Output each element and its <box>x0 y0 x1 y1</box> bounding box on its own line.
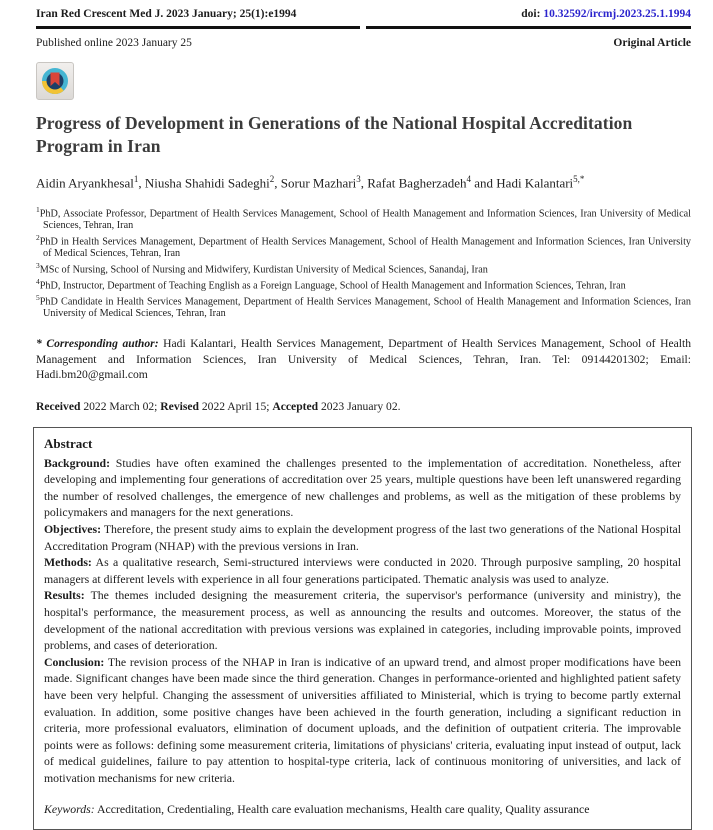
affiliation-superscript: 3 <box>36 260 40 270</box>
author-superscript: 2 <box>269 173 275 184</box>
affiliation-superscript: 2 <box>36 232 40 242</box>
author-name: Sorur Mazhari <box>280 174 357 190</box>
corresponding-label: * Corresponding author: <box>36 337 159 351</box>
affiliations-list <box>36 204 691 320</box>
revised-label: Revised <box>160 399 199 413</box>
doi-label: doi: <box>521 8 544 20</box>
author-superscript: 3 <box>356 173 361 184</box>
published-row <box>36 37 691 49</box>
accepted-label: Accepted <box>272 399 319 413</box>
affiliation-item <box>36 232 691 260</box>
affiliation-text: PhD Candidate in Health Services Management, Department of Health Services Management, School of Health Management and Information Sciences, Iran University of Medical Sciences, Tehran, Iran <box>39 296 691 320</box>
author-separator: , <box>360 174 368 190</box>
journal-ref: Iran Red Crescent Med J. 2023 January; 25(1):e1994 <box>36 8 297 20</box>
authors-line <box>36 174 691 191</box>
affiliation-superscript: 5 <box>36 293 40 303</box>
section-label: Results: <box>44 588 85 603</box>
article-type-badge: Original Article <box>613 37 691 49</box>
section-text: Therefore, the present study aims to explain the development progress of the last two generations of the National Hospital Accreditation Program (NHAP) with the previous versions in Iran. <box>44 522 681 553</box>
section-text: The revision process of the NHAP in Iran is indicative of an upward trend, and almost proper modifications have been made. Significant changes have been made since the third generation. Changes in performance-oriented and highlighted patient safety have been very helpful. Changing the assessment of universities affiliated to Ministerial, which is trying to become partly external evaluation. In addition, some positive changes have been achieved in the fourth generation, including a significant reduction in criteria, more professional evaluators, elimination of document uploads, and the definition of outpatient criteria. The improvable points were as follows: defining some measurement criteria, limitations of physicians' criteria, evaluating input instead of output, lack of medical guidelines, failure to pay attention to hospital-type criteria, lack of continuous monitoring of universities, and lack of motivation mechanisms for new criteria. <box>44 654 681 785</box>
author-superscript: 5,* <box>573 173 585 184</box>
abstract-box <box>33 427 692 830</box>
article-title: Progress of Development in Generations of the National Hospital Accreditation Program in Iran <box>36 113 633 157</box>
received-line <box>36 400 691 413</box>
author-superscript: 1 <box>133 173 139 184</box>
crossmark-icon <box>39 65 71 97</box>
header-rule-right <box>366 26 691 29</box>
keywords-label: Keywords: <box>44 801 95 816</box>
affiliation-item <box>36 276 691 292</box>
section-label: Conclusion: <box>44 654 105 669</box>
crossmark-logo[interactable] <box>36 62 74 100</box>
author-separator: , <box>138 174 145 190</box>
revised-date: 2022 April 15; <box>198 399 273 413</box>
abstract-section-background <box>44 455 681 521</box>
doi-line <box>521 8 691 20</box>
corresponding-author-paragraph <box>36 336 691 383</box>
section-text: As a qualitative research, Semi-structured interviews were conducted in 2020. Through purposive sampling, 20 hospital managers at different levels with experience in all four generations participated. Thematic analysis was used to analyze. <box>44 555 681 586</box>
affiliation-text: PhD in Health Services Management, Department of Health Services Management, School of Health Management and Information Sciences, Iran University of Medical Sciences, Tehran, Iran <box>39 236 691 260</box>
keywords-text: Accreditation, Credentialing, Health care evaluation mechanisms, Health care quality, Quality assurance <box>94 801 590 816</box>
affiliation-text: PhD, Instructor, Department of Teaching English as a Foreign Language, School of Health Management and Information Sciences, Tehran, Iran <box>39 280 626 292</box>
affiliation-item <box>36 204 691 232</box>
doi-link[interactable]: 10.32592/ircmj.2023.25.1.1994 <box>543 8 691 20</box>
abstract-section-conclusion <box>44 654 681 787</box>
published-online: Published online 2023 January 25 <box>36 37 192 49</box>
abstract-section-objectives <box>44 521 681 554</box>
affiliation-text: PhD, Associate Professor, Department of Health Services Management, School of Health Management and Information Sciences, Iran University of Medical Sciences, Tehran, Iran <box>39 208 691 232</box>
author-name: Niusha Shahidi Sadeghi <box>144 174 270 190</box>
journal-header-row <box>36 8 691 20</box>
header-rule <box>36 26 691 29</box>
author-superscript: 4 <box>466 173 471 184</box>
author-name: Hadi Kalantari <box>496 174 574 190</box>
abstract-heading: Abstract <box>44 435 93 451</box>
keywords-line <box>44 802 681 817</box>
affiliation-item <box>36 292 691 320</box>
abstract-section-results <box>44 587 681 653</box>
author-name: Rafat Bagherzadeh <box>367 174 467 190</box>
received-date: 2022 March 02; <box>80 399 161 413</box>
author-name: Aidin Aryankhesal <box>36 174 134 190</box>
section-label: Objectives: <box>44 522 101 537</box>
author-separator: and <box>471 174 497 190</box>
section-text: The themes included designing the measurement criteria, the supervisor's performance (university and ministry), the hospital's performance, the measurement process, as well as announcing the results and outcomes. Moreover, the status of the development of the national accreditation with previous versions was explained in categories, including improvable points, improved problems, and cases of deterioration. <box>44 588 681 653</box>
section-label: Background: <box>44 455 110 470</box>
affiliation-item <box>36 260 691 276</box>
section-text: Studies have often examined the challenges presented to the implementation of accreditation. Nonetheless, after developing and implementing four generations of accreditation over 25 years, multiple questions have been left unanswered regarding the number of resolved challenges, the emergence of new challenges and problems, as well as the mitigation of these problems by policymakers and managers for the next generations. <box>44 455 681 520</box>
header-rule-left <box>36 26 360 29</box>
accepted-date: 2023 January 02. <box>318 399 401 413</box>
affiliation-superscript: 4 <box>36 277 40 287</box>
author-separator: , <box>274 174 281 190</box>
affiliation-text: MSc of Nursing, School of Nursing and Midwifery, Kurdistan University of Medical Sciences, Sanandaj, Iran <box>39 264 488 276</box>
abstract-section-methods <box>44 554 681 587</box>
section-label: Methods: <box>44 555 92 570</box>
corresponding-text: Hadi Kalantari, Health Services Management, Department of Health Services Management, School of Health Management and Information Sciences, Iran University of Medical Sciences, Tehran, Iran. Tel: 09144201302; Email: Hadi.bm20@gmail.com <box>36 337 691 382</box>
received-label: Received <box>36 399 81 413</box>
affiliation-superscript: 1 <box>36 204 40 214</box>
